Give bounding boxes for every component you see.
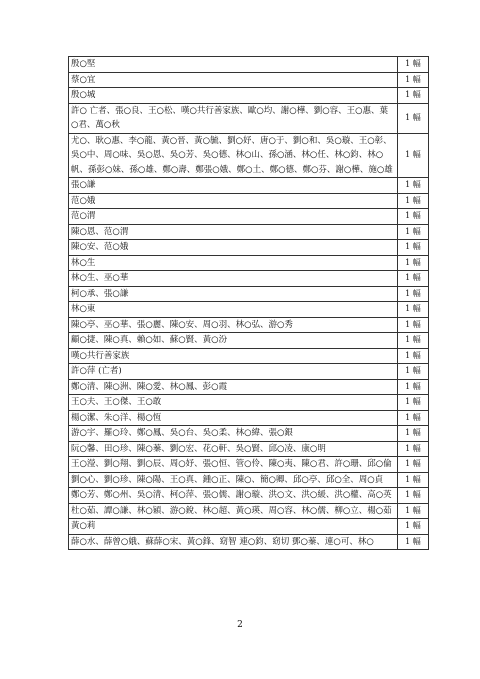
table-row xyxy=(69,133,429,178)
quantity-cell: 1 幅 xyxy=(398,441,429,457)
table-row xyxy=(69,333,429,349)
table-row xyxy=(69,88,429,104)
names-cell: 顧○捷、陳○真、賴○如、蘇○賢、黃○汾 xyxy=(69,333,398,349)
names-cell: 阮○馨、田○珍、陳○蓁、劉○宏、花○軒、吳○賢、邱○凌、康○明 xyxy=(69,441,398,457)
quantity-cell: 1 幅 xyxy=(398,488,429,504)
table-row xyxy=(69,519,429,535)
names-cell: 嘆○共行善家族 xyxy=(69,348,398,364)
names-cell: 杜○茹、譚○謙、林○穎、游○銳、林○超、黃○瑛、周○容、林○儒、柳○立、楊○茹 xyxy=(69,503,398,519)
table-row xyxy=(69,224,429,240)
table-row xyxy=(69,348,429,364)
table-row xyxy=(69,379,429,395)
quantity-cell: 1 幅 xyxy=(398,193,429,209)
names-cell: 薛○水、薛曾○娥、蘇薛○宋、黃○鋒、窈智 連○鈞、窈切 鄧○蓁、連○可、林○ xyxy=(69,534,398,550)
table-row xyxy=(69,286,429,302)
names-cell: 黃○莉 xyxy=(69,519,398,535)
quantity-cell: 1 幅 xyxy=(398,317,429,333)
table-row xyxy=(69,410,429,426)
quantity-cell: 1 幅 xyxy=(398,302,429,318)
names-cell: 游○宇、羅○玲、鄭○鳳、吳○台、吳○柔、林○緯、張○銀 xyxy=(69,426,398,442)
names-cell: 陳○恩、范○渭 xyxy=(69,224,398,240)
names-cell: 劉○心、劉○珍、陳○陽、王○真、鍾○正、陳○、簡○卿、邱○亭、邱○全、周○貞 xyxy=(69,472,398,488)
quantity-cell: 1 幅 xyxy=(398,379,429,395)
quantity-cell: 1 幅 xyxy=(398,286,429,302)
quantity-cell: 1 幅 xyxy=(398,133,429,178)
names-cell: 蔡○宜 xyxy=(69,72,398,88)
names-cell: 殷○城 xyxy=(69,88,398,104)
table-row xyxy=(69,426,429,442)
table-row xyxy=(69,534,429,550)
table-row xyxy=(69,472,429,488)
table-row xyxy=(69,209,429,225)
names-cell: 陳○安、范○娥 xyxy=(69,240,398,256)
quantity-cell: 1 幅 xyxy=(398,457,429,473)
table-row xyxy=(69,503,429,519)
quantity-cell: 1 幅 xyxy=(398,364,429,380)
table-row xyxy=(69,178,429,194)
quantity-cell: 1 幅 xyxy=(398,534,429,550)
names-cell: 王○瀅、劉○翔、劉○辰、周○妤、張○恒、管○伶、陳○夷、陳○君、許○珊、邱○倫 xyxy=(69,457,398,473)
names-cell: 王○夫、王○傑、王○敢 xyxy=(69,395,398,411)
names-cell: 許○萍 (亡者) xyxy=(69,364,398,380)
table-row xyxy=(69,193,429,209)
quantity-cell: 1 幅 xyxy=(398,224,429,240)
quantity-cell: 1 幅 xyxy=(398,472,429,488)
quantity-cell: 1 幅 xyxy=(398,103,429,133)
table-row xyxy=(69,457,429,473)
quantity-cell: 1 幅 xyxy=(398,348,429,364)
names-cell: 尤○、耿○惠、李○龍、黃○晉、黃○毓、劉○妤、唐○于、劉○和、吳○璇、王○彰、吳○中、周○味、吳○恩、吳○芳、吳○德、林○山、孫○涵、林○任、林○鈞、林○帆、孫彭○妹、孫○雄、鄭○壽、鄭張○娥、鄭○土、鄭○德、鄭○芬、謝○樺、施○雄 xyxy=(69,133,398,178)
quantity-cell: 1 幅 xyxy=(398,72,429,88)
names-cell: 范○娥 xyxy=(69,193,398,209)
names-cell: 林○生 xyxy=(69,255,398,271)
names-cell: 柯○承、張○謙 xyxy=(69,286,398,302)
table-row xyxy=(69,271,429,287)
dedication-table xyxy=(68,56,429,550)
quantity-cell: 1 幅 xyxy=(398,88,429,104)
table-row xyxy=(69,395,429,411)
quantity-cell: 1 幅 xyxy=(398,57,429,73)
names-cell: 林○東 xyxy=(69,302,398,318)
table-row xyxy=(69,103,429,133)
names-cell: 林○生、巫○華 xyxy=(69,271,398,287)
table-row xyxy=(69,302,429,318)
quantity-cell: 1 幅 xyxy=(398,519,429,535)
quantity-cell: 1 幅 xyxy=(398,503,429,519)
names-cell: 范○渭 xyxy=(69,209,398,225)
page-number: 2 xyxy=(237,620,243,630)
table-row xyxy=(69,364,429,380)
quantity-cell: 1 幅 xyxy=(398,426,429,442)
quantity-cell: 1 幅 xyxy=(398,395,429,411)
table-row xyxy=(69,57,429,73)
table-row xyxy=(69,72,429,88)
table-row xyxy=(69,441,429,457)
quantity-cell: 1 幅 xyxy=(398,240,429,256)
quantity-cell: 1 幅 xyxy=(398,178,429,194)
quantity-cell: 1 幅 xyxy=(398,410,429,426)
names-cell: 鄭○清、陳○洲、陳○愛、林○鳳、彭○霞 xyxy=(69,379,398,395)
quantity-cell: 1 幅 xyxy=(398,271,429,287)
names-cell: 張○謙 xyxy=(69,178,398,194)
names-cell: 陳○亭、巫○華、張○麗、陳○安、周○羽、林○弘、游○秀 xyxy=(69,317,398,333)
table-row xyxy=(69,317,429,333)
table-row xyxy=(69,488,429,504)
names-cell: 殷○堅 xyxy=(69,57,398,73)
table-row xyxy=(69,240,429,256)
table-row xyxy=(69,255,429,271)
quantity-cell: 1 幅 xyxy=(398,255,429,271)
dedication-table-body xyxy=(69,57,429,550)
names-cell: 許○ 亡者、張○良、王○松、嘆○共行善家族、歐○均、謝○樺、劉○容、王○惠、葉○君、萬○秋 xyxy=(69,103,398,133)
names-cell: 楊○潔、朱○洋、楊○恆 xyxy=(69,410,398,426)
quantity-cell: 1 幅 xyxy=(398,333,429,349)
quantity-cell: 1 幅 xyxy=(398,209,429,225)
names-cell: 鄭○芳、鄭○州、吳○清、柯○萍、張○儒、謝○璇、洪○文、洪○緩、洪○權、高○英 xyxy=(69,488,398,504)
